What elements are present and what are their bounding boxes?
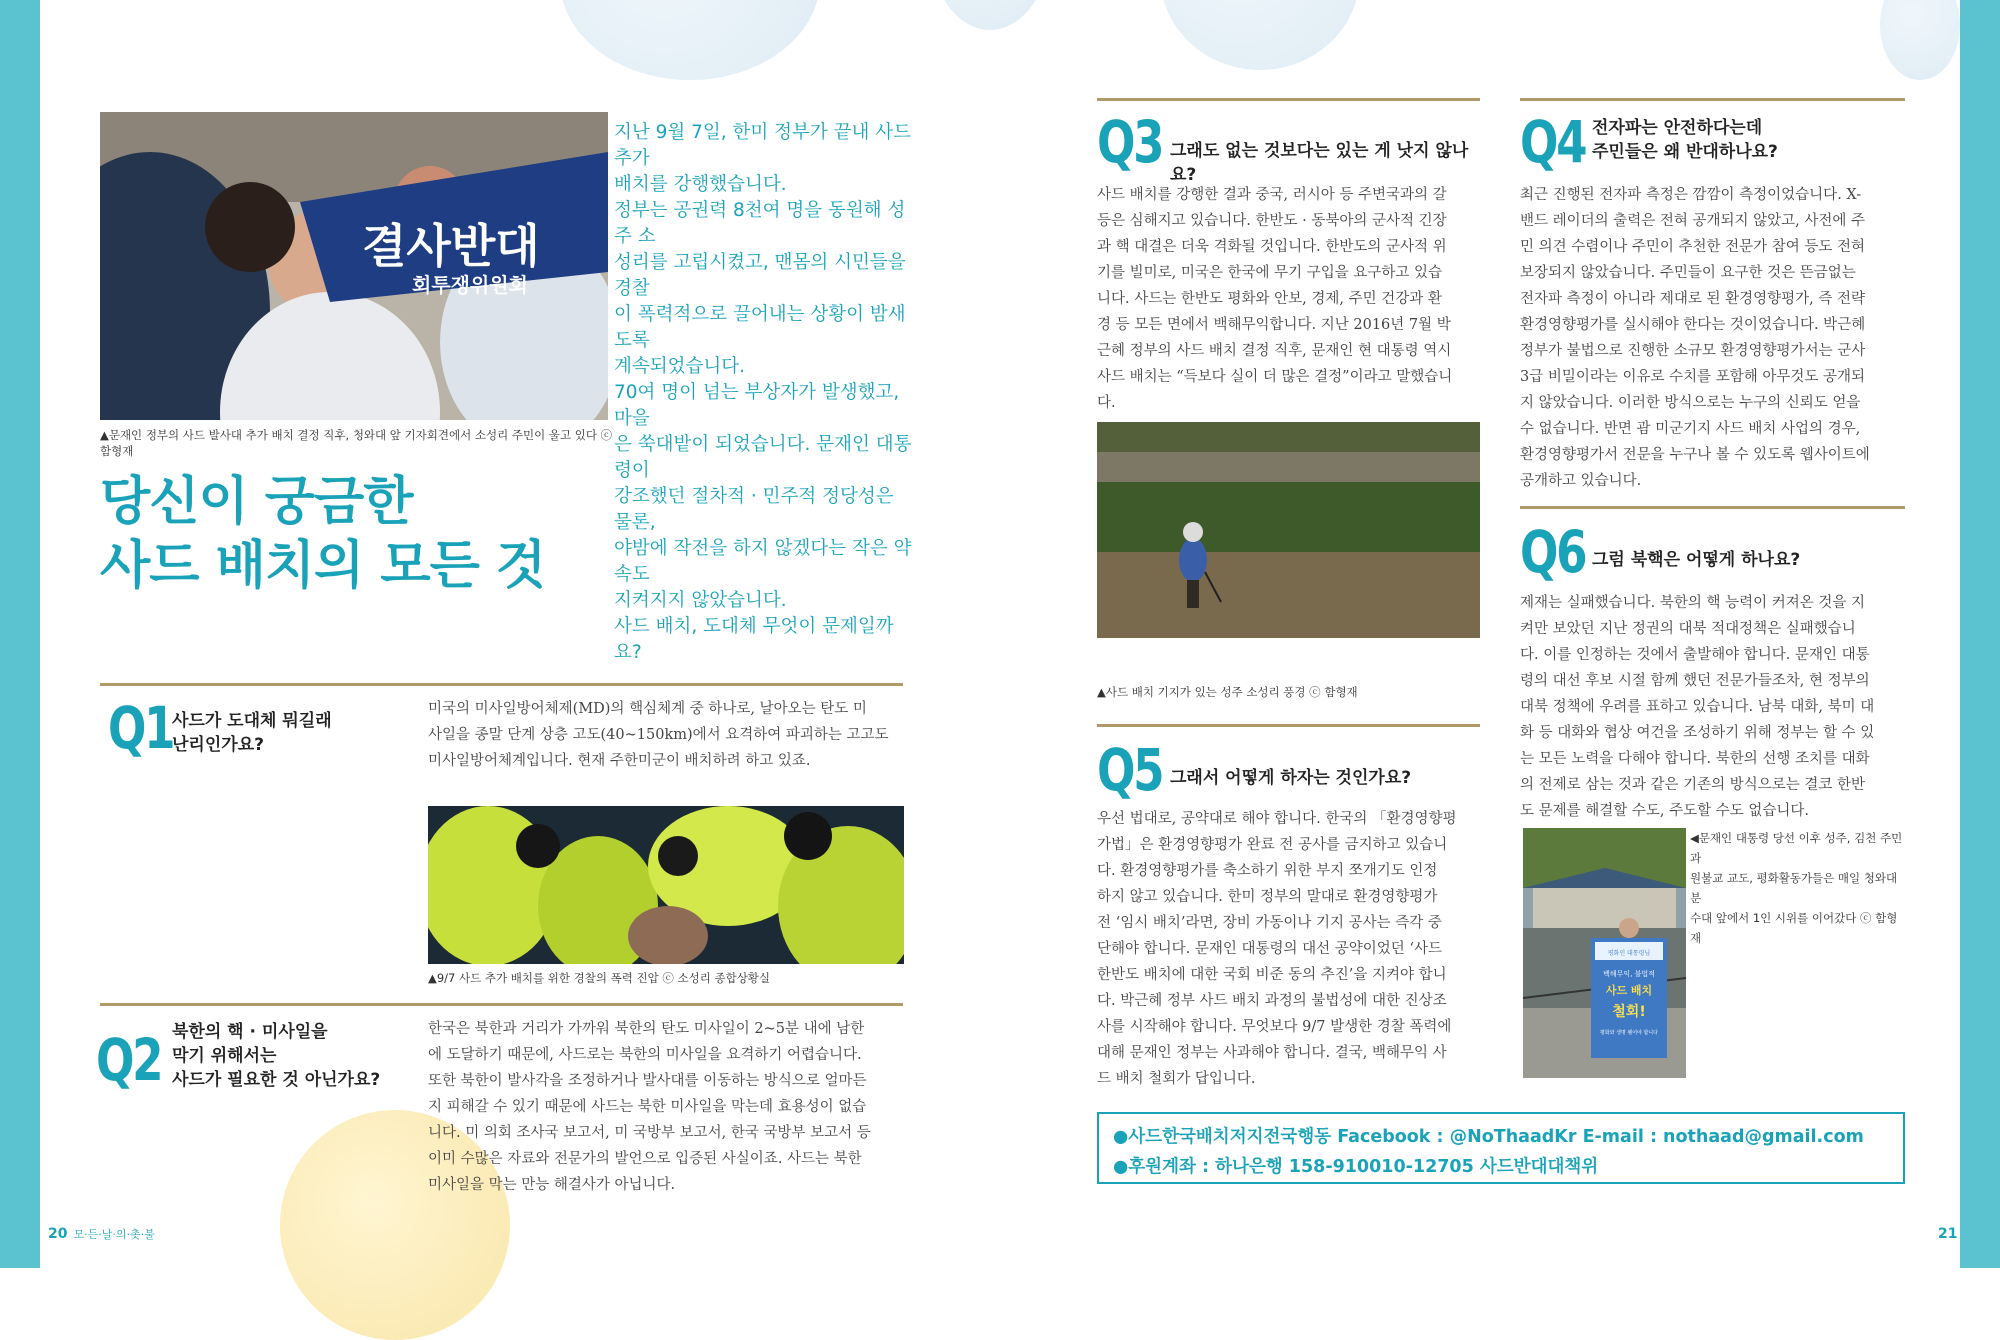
q4-answer-line: 밴드 레이더의 출력은 전혀 공개되지 않았고, 사전에 주: [1520, 213, 1866, 229]
bluehouse-caption-line: 수대 앞에서 1인 시위를 이어갔다 ⓒ 함형재: [1690, 911, 1898, 945]
q5-rule: [1097, 724, 1480, 727]
q4-answer-line: 보장되지 않았습니다. 주민들이 요구한 것은 뜬금없는: [1520, 265, 1856, 281]
intro-line: 70여 명이 넘는 부상자가 발생했고, 마을: [614, 382, 900, 429]
intro-line: 지켜지지 않았습니다.: [614, 590, 787, 611]
q4-answer-line: 민 의견 수렴이나 주민이 추천한 전문가 참여 등도 전혀: [1520, 239, 1866, 255]
q2-answer-line: 에 도달하기 때문에, 사드로는 북한의 미사일을 요격하기 어렵습니다.: [428, 1047, 862, 1063]
bluehouse-sign-line: 철회!: [1612, 1004, 1646, 1020]
q3-answer-line: 근혜 정부의 사드 배치 결정 직후, 문재인 현 대통령 역시: [1097, 343, 1452, 359]
q4-answer-line: 정부가 불법으로 진행한 소규모 환경영향평가서는 군사: [1520, 343, 1866, 359]
intro-line: 배치를 강행했습니다.: [614, 174, 787, 195]
q5-answer-line: 우선 법대로, 공약대로 해야 합니다. 한국의 「환경영향평: [1097, 811, 1457, 827]
police-photo: [428, 806, 904, 964]
q1-question: [172, 709, 412, 757]
intro-line: 사드 배치, 도대체 무엇이 문제일까요?: [614, 616, 894, 663]
q4-rule: [1520, 98, 1905, 101]
page-number: 20: [48, 1226, 68, 1242]
title-line-2: 사드 배치의 모든 것: [100, 536, 546, 596]
intro-line: 계속되었습니다.: [614, 356, 745, 377]
intro-line: 은 쑥대밭이 되었습니다. 문재인 대통령이: [614, 434, 912, 481]
donation-line: ●후원계좌 : 하나은행 158-910010-12705 사드반대대책위: [1113, 1157, 1599, 1177]
q4-answer: [1520, 182, 1905, 494]
decor-bubble: [930, 0, 1050, 30]
protest-photo: [100, 112, 608, 420]
bluehouse-sign-line: 평화인 대통령님: [1607, 950, 1651, 957]
q4-answer-line: 환경영향평가를 실시해야 한다는 것이었습니다. 박근혜: [1520, 317, 1866, 333]
q1-label: Q1: [108, 694, 174, 762]
q2-answer-line: 니다. 미 의회 조사국 보고서, 미 국방부 보고서, 한국 국방부 보고서 등: [428, 1125, 871, 1141]
q6-answer: [1520, 590, 1905, 824]
protest-sign-subtext: 회투쟁위원회: [412, 273, 528, 297]
q4-answer-line: 전자파 측정이 아니라 제대로 된 환경영향평가, 즉 전략: [1520, 291, 1866, 307]
q2-answer-line: 미사일을 막는 만능 해결사가 아닙니다.: [428, 1177, 676, 1193]
intro-line: 지난 9월 7일, 한미 정부가 끝내 사드 추가: [614, 122, 912, 169]
q5-answer-line: 하지 않고 있습니다. 한미 정부의 말대로 환경영향평가: [1097, 889, 1438, 905]
intro-line: 야밤에 작전을 하지 않겠다는 작은 약속도: [614, 538, 912, 585]
q3-answer-line: 사드 배치를 강행한 결과 중국, 러시아 등 주변국과의 갈: [1097, 187, 1447, 203]
page-number-left: [48, 1226, 155, 1242]
page-title: [100, 470, 620, 598]
bluehouse-sign-line: 백해무익, 불법적: [1603, 970, 1655, 978]
police-photo-caption: ▲9/7 사드 추가 배치를 위한 경찰의 폭력 진압 ⓒ 소성리 종합상황실: [428, 971, 771, 985]
q6-answer-line: 는 모든 노력을 다해야 합니다. 북한의 선행 조치를 대화: [1520, 751, 1870, 767]
contact-info-box: [1097, 1112, 1905, 1184]
q6-answer-line: 제재는 실패했습니다. 북한의 핵 능력이 커져온 것을 지: [1520, 595, 1866, 611]
q2-answer: [428, 1016, 908, 1198]
q2-answer-line: 이미 수많은 자료와 전문가의 발언으로 입증된 사실이죠. 사드는 북한: [428, 1151, 862, 1167]
q5-answer: [1097, 806, 1480, 1092]
q1-answer: [428, 696, 908, 774]
q3-answer-line: 등은 심해지고 있습니다. 한반도 · 동북아의 군사적 긴장: [1097, 213, 1447, 229]
q6-answer-line: 다. 이를 인정하는 것에서 출발해야 합니다. 문재인 대통: [1520, 647, 1870, 663]
q6-answer-line: 대북 정책에 우려를 표하고 있습니다. 남북 대화, 북미 대: [1520, 699, 1875, 715]
q3-question: 그래도 없는 것보다는 있는 게 낫지 않나요?: [1170, 141, 1469, 185]
q3-answer-line: 니다. 사드는 한반도 평화와 안보, 경제, 주민 건강과 환: [1097, 291, 1442, 307]
q1-question-line: 난리인가요?: [172, 735, 264, 755]
title-line-1: 당신이 궁금한: [100, 472, 413, 532]
field-photo: [1097, 422, 1480, 638]
q4-answer-line: 지 않았습니다. 이러한 방식으로는 누구의 신뢰도 얻을: [1520, 395, 1861, 411]
bluehouse-caption-line: 원불교 교도, 평화활동가들은 매일 청와대 분: [1690, 871, 1898, 905]
q2-question: [172, 1020, 422, 1092]
q5-answer-line: 다. 환경영향평가를 축소하기 위한 부지 쪼개기도 인정: [1097, 863, 1438, 879]
q4-question-line: 전자파는 안전하다는데: [1592, 118, 1763, 138]
q4-label: Q4: [1520, 108, 1586, 176]
q5-answer-line: 대해 문재인 정부는 사과해야 합니다. 결국, 백해무익 사: [1097, 1045, 1447, 1061]
q3-answer-line: 사드 배치는 “득보다 실이 더 많은 결정”이라고 말했습니: [1097, 369, 1453, 385]
q4-answer-line: 환경영향평가서 전문을 누구나 볼 수 있도록 웹사이트에: [1520, 447, 1870, 463]
q5-answer-line: 가법」은 환경영향평가 완료 전 공사를 금지하고 있습니: [1097, 837, 1448, 853]
q5-label: Q5: [1097, 736, 1163, 804]
q4-answer-line: 공개하고 있습니다.: [1520, 473, 1642, 489]
q4-answer-line: 수 없습니다. 반면 괌 미군기지 사드 배치 사업의 경우,: [1520, 421, 1861, 437]
q3-answer: [1097, 182, 1480, 416]
q3-answer-line: 다.: [1097, 395, 1116, 411]
q6-answer-line: 도 문제를 해결할 수도, 주도할 수도 없습니다.: [1520, 803, 1809, 819]
q1-answer-line: 미사일방어체계입니다. 현재 주한미군이 배치하려 하고 있죠.: [428, 753, 811, 769]
intro-line: 성리를 고립시켰고, 맨몸의 시민들을 경찰: [614, 252, 906, 299]
q5-answer-line: 다. 박근혜 정부 사드 배치 과정의 불법성에 대한 진상조: [1097, 993, 1447, 1009]
intro-line: 정부는 공권력 8천여 명을 동원해 성주 소: [614, 200, 906, 247]
contact-line: ●사드한국배치저지전국행동 Facebook : @NoThaadKr E-mail : nothaad@gmail.com: [1113, 1127, 1864, 1147]
protest-sign-text: 결사반대: [362, 219, 540, 273]
bluehouse-sign-line: 평화와 생명 웰어야 합니다: [1600, 1030, 1658, 1036]
q4-question: [1592, 116, 1892, 164]
q5-answer-line: 한반도 배치에 대한 국회 비준 동의 추진’을 지켜야 합니: [1097, 967, 1447, 983]
q6-label: Q6: [1520, 518, 1586, 586]
q5-answer-line: 사를 시작해야 합니다. 무엇보다 9/7 발생한 경찰 폭력에: [1097, 1019, 1452, 1035]
q2-question-line: 사드가 필요한 것 아닌가요?: [172, 1070, 381, 1090]
q1-answer-line: 미국의 미사일방어체제(MD)의 핵심체계 중 하나로, 날아오는 탄도 미: [428, 701, 867, 717]
q4-answer-line: 3급 비밀이라는 이유로 수치를 포함해 아무것도 공개되: [1520, 369, 1866, 385]
bluehouse-sign-line: 사드 배치: [1605, 984, 1653, 997]
q2-rule: [100, 1003, 903, 1006]
q6-question: 그럼 북핵은 어떻게 하나요?: [1592, 550, 1801, 570]
q2-question-line: 막기 위해서는: [172, 1046, 277, 1066]
q5-answer-line: 전 ‘임시 배치’라면, 장비 가동이나 기지 공사는 즉각 중: [1097, 915, 1442, 931]
page-number-right: 21: [1938, 1226, 1958, 1242]
q1-answer-line: 사일을 종말 단계 상층 고도(40~150km)에서 요격하여 파괴하는 고고도: [428, 727, 889, 743]
q6-answer-line: 의 전제로 삼는 것과 같은 기존의 방식으로는 결코 한반: [1520, 777, 1866, 793]
q1-rule: [100, 683, 903, 686]
q5-question: 그래서 어떻게 하자는 것인가요?: [1170, 768, 1412, 788]
intro-line: 이 폭력적으로 끌어내는 상황이 밤새도록: [614, 304, 906, 351]
q2-answer-line: 또한 북한이 발사각을 조정하거나 발사대를 이동하는 방식으로 얼마든: [428, 1073, 867, 1089]
q5-answer-line: 드 배치 철회가 답입니다.: [1097, 1071, 1256, 1087]
left-edge-band: [0, 0, 40, 1268]
q2-label: Q2: [96, 1026, 162, 1094]
q6-answer-line: 켜만 보았던 지난 정권의 대북 적대정책은 실패했습니: [1520, 621, 1856, 637]
decor-bubble: [560, 0, 820, 80]
bluehouse-photo: [1523, 828, 1686, 1078]
q6-answer-line: 령의 대선 후보 시절 함께 했던 전문가들조차, 현 정부의: [1520, 673, 1870, 689]
q2-question-line: 북한의 핵 · 미사일을: [172, 1022, 328, 1042]
q5-answer-line: 단해야 합니다. 문재인 대통령의 대선 공약이었던 ‘사드: [1097, 941, 1443, 957]
intro-line: 강조했던 절차적 · 민주적 정당성은 물론,: [614, 486, 894, 533]
bluehouse-photo-caption: [1690, 828, 1905, 948]
bluehouse-caption-line: ◀문재인 대통령 당선 이후 성주, 김천 주민과: [1690, 831, 1903, 865]
intro-paragraph: [614, 120, 914, 666]
q6-answer-line: 화 등 대화와 협상 여건을 조성하기 위해 정부는 할 수 있: [1520, 725, 1875, 741]
q2-answer-line: 한국은 북한과 거리가 가까워 북한의 탄도 미사일이 2~5분 내에 남한: [428, 1021, 865, 1037]
q3-answer-line: 과 핵 대결은 더욱 격화될 것입니다. 한반도의 군사적 위: [1097, 239, 1447, 255]
decor-bubble: [1160, 0, 1360, 70]
right-edge-band: [1960, 0, 2000, 1268]
q3-answer-line: 경 등 모든 면에서 백해무익합니다. 지난 2016년 7월 박: [1097, 317, 1451, 333]
q6-rule: [1520, 506, 1905, 509]
q3-label: Q3: [1097, 108, 1163, 176]
q3-answer-line: 기를 빌미로, 미국은 한국에 무기 구입을 요구하고 있습: [1097, 265, 1443, 281]
q2-answer-line: 지 피해갈 수 있기 때문에 사드는 북한 미사일을 막는데 효용성이 없습: [428, 1099, 867, 1115]
protest-photo-caption: ▲문재인 정부의 사드 발사대 추가 배치 결정 직후, 청와대 앞 기자회견에서 소성리 주민이 울고 있다 ⓒ 함형재: [100, 428, 613, 458]
q4-answer-line: 최근 진행된 전자파 측정은 깜깜이 측정이었습니다. X-: [1520, 187, 1862, 203]
q4-question-line: 주민들은 왜 반대하나요?: [1592, 142, 1778, 162]
field-photo-caption: ▲사드 배치 기지가 있는 성주 소성리 풍경 ⓒ 함형재: [1097, 685, 1358, 699]
publication-name: 모·든·날·의·촛·불: [73, 1228, 155, 1241]
q1-question-line: 사드가 도대체 뭐길래: [172, 711, 332, 731]
decor-bubble: [1880, 0, 1960, 80]
q3-rule: [1097, 98, 1480, 101]
